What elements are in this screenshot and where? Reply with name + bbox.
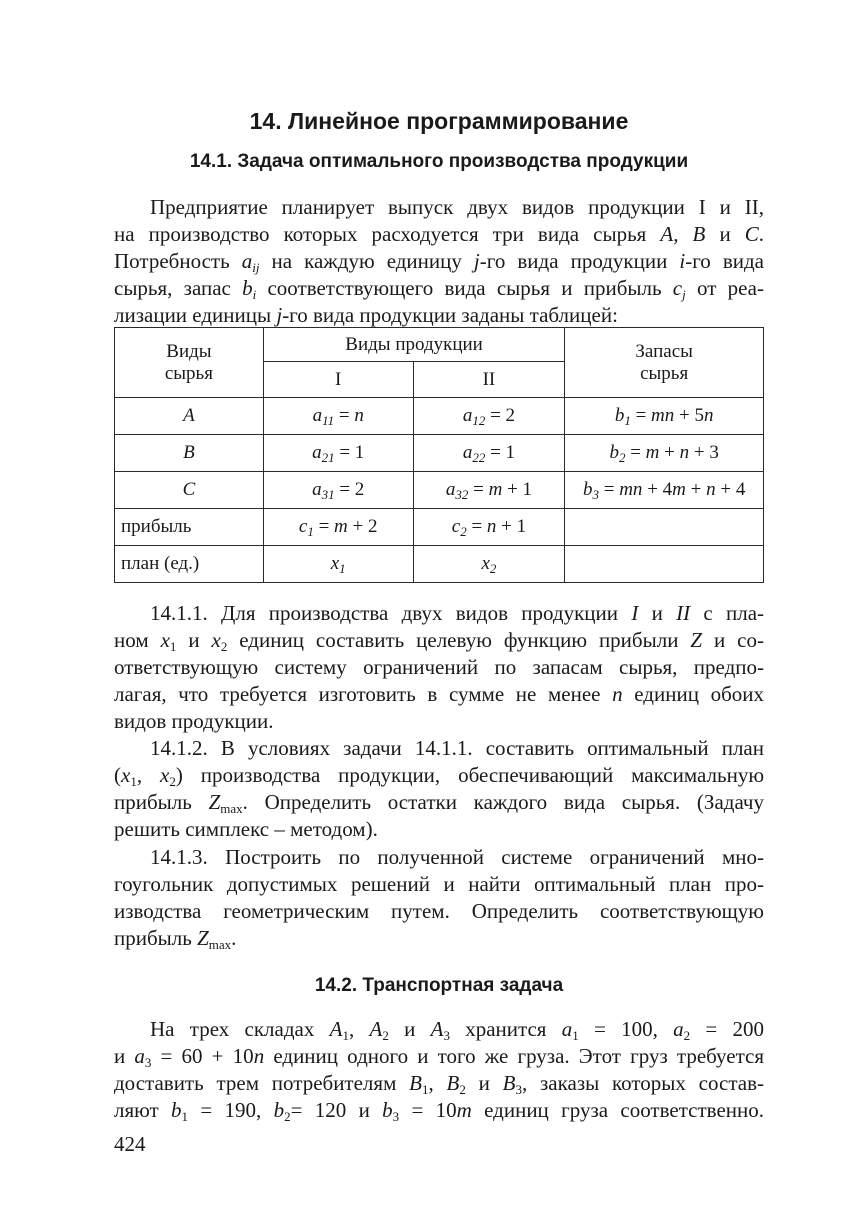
cell-b1: $b_1$ = mn + 5n — [565, 398, 764, 435]
row-name: B — [115, 435, 264, 472]
transport-paragraph — [114, 1016, 764, 1124]
cell-c1: $c_1 = m + 2$ — [263, 509, 413, 546]
task-3-line-2: гоугольник допустимых решений и найти оптимальный план про- — [114, 872, 764, 896]
cell-b3: $b_3$ = mn + 4m + n + 4 — [565, 472, 764, 509]
header-raw-label-2: сырья — [164, 362, 213, 384]
section-2-title: 14.2. Транспортная задача — [314, 975, 564, 996]
task-3-line-4: прибыль $Z_{max}$. — [114, 926, 237, 952]
task-1-line-3: ответствующую систему ограничений по запасам сырья, предпо- — [114, 655, 764, 679]
cell-b2: $b_2 = m + n + 3$ — [565, 435, 764, 472]
intro-line-3: Потребность $a_{ij}$ на каждую единицу j-го вида продукции i-го вида — [114, 249, 764, 275]
cell-x2: $x_2$ — [413, 546, 565, 583]
page-number: 424 — [114, 1132, 146, 1156]
task-3-paragraph — [114, 844, 764, 952]
task-2-paragraph — [114, 735, 764, 843]
header-raw-cell — [115, 328, 264, 398]
intro-line-4: сырья, запас $b_i$ соответствующего вида сырья и прибыль $c_j$ от реа- — [114, 276, 764, 302]
task-1-paragraph — [114, 600, 764, 735]
transport-line-1: На трех складах $A_1$, $A_2$ и $A_3$ хранится $a_1 = 100$, $a_2 = 200$ — [150, 1017, 765, 1043]
cell-empty — [565, 546, 764, 583]
table-row — [115, 398, 764, 435]
cell-a22: $a_{22} = 1$ — [413, 435, 565, 472]
intro-line-2: на производство которых расходуется три вида сырья A, B и C. — [114, 222, 765, 246]
section-1-title: 14.1. Задача оптимального производства продукции — [189, 151, 689, 172]
table-row — [115, 509, 764, 546]
cell-a11: $a_{11} = n$ — [263, 398, 413, 435]
header-stock-label: Запасы — [635, 340, 693, 362]
task-1-line-1: 14.1.1. Для производства двух видов продукции I и II с пла- — [150, 601, 765, 625]
header-col-I: I — [263, 362, 413, 398]
task-2-line-2: ($x_1$, $x_2$) производства продукции, обеспечивающий максимальную — [114, 763, 765, 789]
task-1-line-4: лагая, что требуется изготовить в сумме не менее n единиц обоих — [114, 682, 764, 706]
intro-line-5: лизации единицы j-го вида продукции заданы таблицей: — [114, 303, 618, 327]
cell-a32: $a_{32} = m + 1$ — [413, 472, 565, 509]
cell-a31: $a_{31} = 2$ — [263, 472, 413, 509]
chapter-title: 14. Линейное программирование — [249, 108, 629, 134]
table-row — [115, 472, 764, 509]
header-products: Виды продукции — [263, 328, 564, 362]
row-name: A — [115, 398, 264, 435]
cell-a12: $a_{12} = 2$ — [413, 398, 565, 435]
transport-line-4: ляют $b_1 = 190$, $b_2= 120$ и $b_3 = 10m$ единиц груза соответственно. — [114, 1098, 764, 1124]
row-name: прибыль — [115, 509, 264, 546]
task-3-line-3: изводства геометрическим путем. Определить соответствующую — [114, 899, 764, 923]
header-col-II: II — [413, 362, 565, 398]
transport-line-3: доставить трем потребителям $B_1$, $B_2$ и $B_3$, заказы которых состав- — [114, 1071, 764, 1097]
transport-line-2: и $a_3 = 60 + 10n$ единиц одного и того же груза. Этот груз требуется — [114, 1044, 765, 1070]
task-2-line-3: прибыль $Z_{max}$. Определить остатки каждого вида сырья. (Задачу — [114, 790, 764, 816]
header-raw-label: Виды — [166, 340, 212, 362]
cell-c2: $c_2 = n + 1$ — [413, 509, 565, 546]
row-name: план (ед.) — [115, 546, 264, 583]
cell-a21: $a_{21} = 1$ — [263, 435, 413, 472]
cell-x1: $x_1$ — [263, 546, 413, 583]
task-1-line-2: ном $x_1$ и $x_2$ единиц составить целевую функцию прибыли Z и со- — [114, 628, 764, 654]
task-1-line-5: видов продукции. — [114, 709, 274, 733]
production-table — [114, 327, 764, 583]
task-3-line-1: 14.1.3. Построить по полученной системе ограничений мно- — [150, 845, 764, 869]
table-row — [115, 435, 764, 472]
intro-line-1: Предприятие планирует выпуск двух видов продукции I и II, — [150, 195, 764, 219]
task-2-line-1: 14.1.2. В условиях задачи 14.1.1. составить оптимальный план — [150, 736, 764, 760]
header-stock-label-2: сырья — [640, 362, 689, 384]
table-row — [115, 546, 764, 583]
task-2-line-4: решить симплекс – методом). — [114, 817, 378, 841]
cell-empty — [565, 509, 764, 546]
header-stock-cell — [565, 328, 764, 398]
intro-paragraph — [114, 194, 764, 329]
row-name: C — [115, 472, 264, 509]
